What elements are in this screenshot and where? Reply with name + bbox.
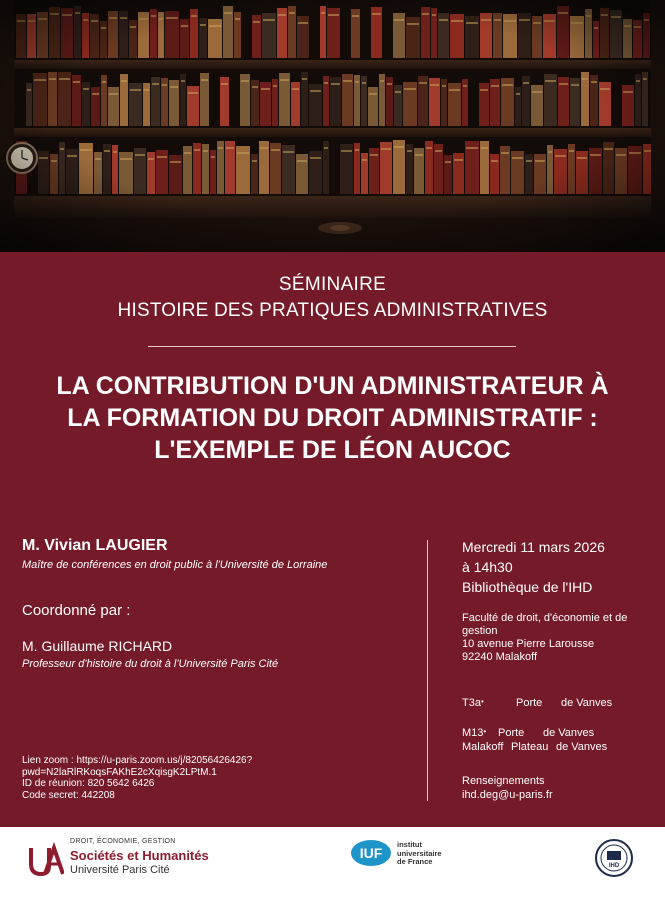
iuf-line: universitaire xyxy=(397,848,442,858)
meeting-id: ID de réunion: 820 5642 6426 xyxy=(22,778,155,789)
iuf-logo-icon xyxy=(350,839,392,867)
seminar-kicker: SÉMINAIRE xyxy=(278,274,387,295)
metro-stop: Plateau xyxy=(511,741,549,753)
info-label: Renseignements xyxy=(462,775,545,787)
library-bookshelf-image xyxy=(0,0,665,252)
event-time: à 14h30 xyxy=(462,559,513,575)
event-venue: Bibliothèque de l'IHD xyxy=(462,579,593,595)
address-line: 92240 Malakoff xyxy=(462,651,538,663)
speaker-role: Maître de conférences en droit public à l'Université de Lorraine xyxy=(22,559,328,571)
speaker-name: M. Vivian LAUGIER xyxy=(22,537,168,554)
usp-logo-icon xyxy=(28,842,64,878)
zoom-details xyxy=(22,755,262,801)
title-line: LA CONTRIBUTION D'UN ADMINISTRATEUR À xyxy=(56,372,609,400)
title-line: L'EXEMPLE DE LÉON AUCOC xyxy=(154,436,511,464)
zoom-link-pwd[interactable]: pwd=N2laRlRKoqsFAKhE2cXqisgK2LPtM.1 xyxy=(22,766,217,778)
metro-stop: Malakoff xyxy=(462,741,504,753)
meeting-code: Code secret: 442208 xyxy=(22,789,115,801)
event-date: Mercredi 11 mars 2026 xyxy=(462,539,605,555)
seminar-name: HISTOIRE DES PRATIQUES ADMINISTRATIVES xyxy=(117,300,548,321)
metro-stop: de Vanves xyxy=(556,741,608,753)
title-line: LA FORMATION DU DROIT ADMINISTRATIF : xyxy=(67,404,598,432)
iuf-line: institut xyxy=(397,840,422,849)
metro-stop: de Vanves xyxy=(543,727,595,739)
coordinator-role: Professeur d'histoire du droit à l'Université Paris Cité xyxy=(22,658,279,670)
tram-icon xyxy=(462,697,484,709)
usp-department: DROIT, ÉCONOMIE, GESTION xyxy=(70,838,176,845)
info-email[interactable]: ihd.deg@u-paris.fr xyxy=(462,789,553,801)
ihd-seal-icon xyxy=(595,839,633,877)
usp-university: Université Paris Cité xyxy=(70,864,170,876)
address-line: Faculté de droit, d'économie et de gestion xyxy=(462,612,628,637)
iuf-line: de France xyxy=(397,857,433,866)
usp-faculty: Sociétés et Humanités xyxy=(70,848,209,863)
tram-stop-2: de Vanves xyxy=(561,697,613,709)
iuf-letters: IUF xyxy=(359,845,383,861)
bookshelf-illustration xyxy=(0,0,665,252)
coordination-label: Coordonné par : xyxy=(22,602,131,619)
ihd-letters: IHD xyxy=(608,863,620,869)
tram-dot-icon: • xyxy=(480,697,484,706)
tram-line-label: T3a xyxy=(462,697,481,709)
address-line: 10 avenue Pierre Larousse xyxy=(462,638,595,650)
event-panel xyxy=(0,252,665,827)
tram-stop: Porte xyxy=(516,697,543,709)
partner-logos xyxy=(0,827,665,900)
title-divider xyxy=(148,346,516,347)
column-divider xyxy=(427,540,428,801)
metro-stop: Porte xyxy=(498,727,525,739)
zoom-link[interactable]: Lien zoom : https://u-paris.zoom.us/j/82056426426? xyxy=(22,755,253,766)
metro-dot-icon: • xyxy=(483,727,487,736)
metro-icon xyxy=(462,727,486,739)
iuf-name xyxy=(397,841,442,867)
coordinator-name: M. Guillaume RICHARD xyxy=(22,638,173,654)
metro-line-label: M13 xyxy=(462,727,484,739)
